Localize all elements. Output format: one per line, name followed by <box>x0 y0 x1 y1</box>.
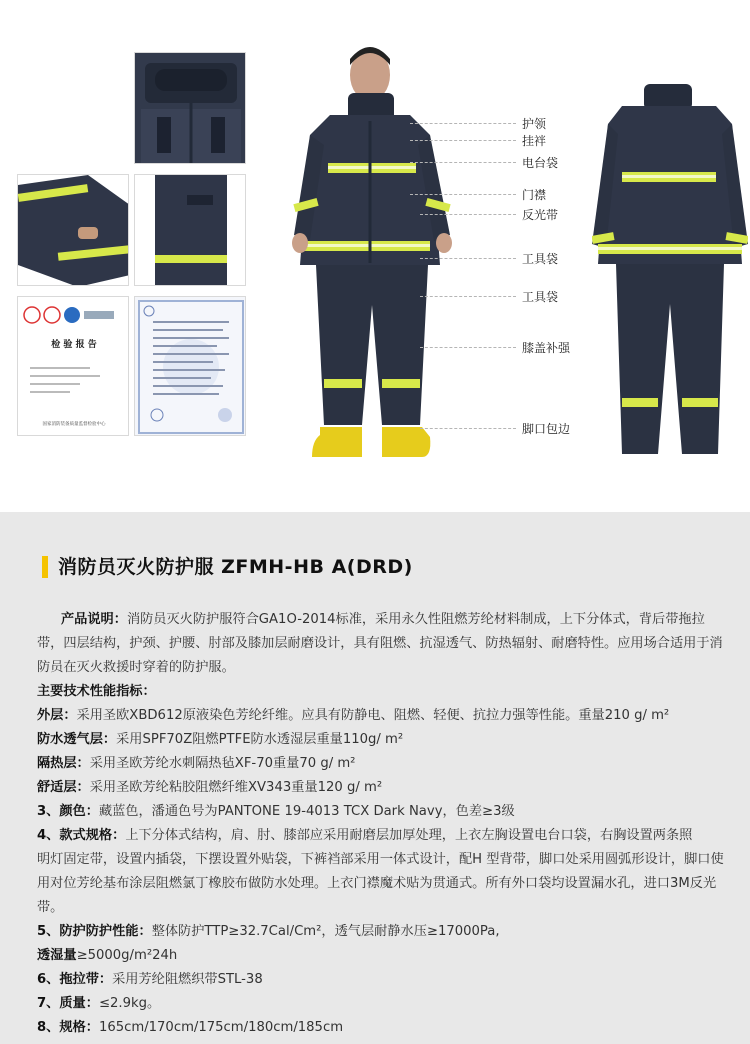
callout-line <box>410 194 516 195</box>
callout-line <box>420 258 516 259</box>
front-view-suit-illustration <box>290 35 470 465</box>
callout-line <box>420 214 516 215</box>
product-photo-area <box>0 0 750 512</box>
spec-style-line-1 <box>37 824 717 848</box>
sleeve-detail-photo <box>17 174 129 286</box>
layer-label: 防水透气层： <box>37 732 117 747</box>
callout-line <box>420 296 516 297</box>
product-spec-text <box>37 608 724 1040</box>
spec-label: 透湿量 <box>37 948 77 963</box>
spec-color <box>37 800 717 824</box>
layer-text: 采用圣欧XBD612原液染色芳纶纤维。应具有防静电、阻燃、轻便、抗拉力强等性能。重量210 g/ m² <box>76 708 670 723</box>
spec-drag-strap <box>37 968 717 992</box>
spec-label: 3、颜色： <box>37 804 99 819</box>
callout-hanging-loop: 挂袢 <box>522 134 547 148</box>
spec-label: 8、规格： <box>37 1020 99 1035</box>
spec-protection <box>37 920 717 944</box>
product-description-panel <box>0 512 750 1044</box>
callout-tool-pocket: 工具袋 <box>522 252 559 266</box>
back-view-suit-illustration <box>592 84 748 464</box>
spec-size <box>37 1016 717 1040</box>
title-accent-bar <box>42 556 48 578</box>
spec-label: 4、款式规格： <box>37 828 126 843</box>
spec-label: 7、质量： <box>37 996 99 1011</box>
report-org: 国家消防装备质量监督检验中心 <box>42 422 106 427</box>
spec-style-line-3: 用对位芳纶基布涂层阻燃氯丁橡胶布做防水处理。上衣门襟魔术贴为贯通式。所有外口袋均设置漏水孔，进口3M反光 <box>37 876 717 891</box>
report-heading: 检 验 报 告 <box>51 340 97 350</box>
spec-heading-text: 主要技术性能指标： <box>37 684 156 699</box>
collar-detail-photo <box>134 52 246 164</box>
layer-label: 外层： <box>37 708 77 723</box>
callout-radio-pocket: 电台袋 <box>522 156 559 170</box>
spec-text: ≤2.9kg。 <box>98 996 161 1011</box>
callout-line <box>420 428 516 429</box>
callout-knee-reinforcement: 膝盖补强 <box>522 341 571 355</box>
layer-label: 舒适层： <box>37 780 90 795</box>
spec-style-line-4: 带。 <box>37 900 64 915</box>
spec-moisture <box>37 944 717 968</box>
callout-line <box>410 140 516 141</box>
desc-label: 产品说明： <box>61 612 127 627</box>
layer-text: 采用圣欧芳纶水刺隔热毡XF-70重量70 g/ m² <box>89 756 356 771</box>
callout-line <box>420 347 516 348</box>
certificate-photo <box>134 296 246 436</box>
callout-tool-pocket: 工具袋 <box>522 290 559 304</box>
layer-text: 采用圣欧芳纶粘胶阻燃纤维XV343重量120 g/ m² <box>89 780 383 795</box>
desc-text: 消防员灭火防护服符合GA1O-2014标准，采用永久性阻燃芳纶材料制成，上下分体式，背后带拖拉 <box>126 612 705 627</box>
spec-style-line-2: 明灯固定带，设置内插袋，下摆设置外贴袋，下裤裆部采用一体式设计，配H 型背带，脚口处采用圆弧形设计，脚口使 <box>37 852 724 867</box>
layer-waterproof <box>37 728 717 752</box>
callout-collar: 护领 <box>522 117 547 131</box>
spec-text: 采用芳纶阻燃织带STL-38 <box>112 972 263 987</box>
callout-line <box>410 123 516 124</box>
spec-heading <box>37 680 717 704</box>
callout-cuff-binding: 脚口包边 <box>522 422 571 436</box>
spec-text: ≥5000g/m²24h <box>76 948 178 963</box>
spec-text: 藏蓝色，潘通色号为PANTONE 19-4013 TCX Dark Navy，色差≥3级 <box>98 804 515 819</box>
desc-line-3: 防员在灭火救援时穿着的防护服。 <box>37 660 235 675</box>
layer-label: 隔热层： <box>37 756 90 771</box>
spec-text: 整体防护TTP≥32.7Cal/Cm²，透气层耐静水压≥17000Pa, <box>151 924 500 939</box>
hem-detail-photo <box>134 174 246 286</box>
spec-text: 上下分体式结构，肩、肘、膝部应采用耐磨层加厚处理，上衣左胸设置电台口袋，右胸设置两条照 <box>125 828 693 843</box>
layer-thermal <box>37 752 717 776</box>
spec-label: 5、防护防护性能： <box>37 924 152 939</box>
spec-weight <box>37 992 717 1016</box>
product-title: 消防员灭火防护服 ZFMH-HB A(DRD) <box>58 556 413 578</box>
spec-text: 165cm/170cm/175cm/180cm/185cm <box>98 1020 344 1035</box>
spec-label: 6、拖拉带： <box>37 972 113 987</box>
layer-text: 采用SPF70Z阻燃PTFE防水透湿层重量110g/ m² <box>116 732 404 747</box>
desc-line-2: 带，四层结构，护颈、护腰、肘部及膝加层耐磨设计，具有阻燃、抗湿透气、防热辐射、耐磨特性。应用场合适用于消 <box>37 636 723 651</box>
inspection-report-photo <box>17 296 129 436</box>
layer-comfort <box>37 776 717 800</box>
callout-placket: 门襟 <box>522 188 547 202</box>
callout-line <box>410 162 516 163</box>
callout-reflective-tape: 反光带 <box>522 208 559 222</box>
desc-line-1 <box>37 608 717 632</box>
layer-outer <box>37 704 717 728</box>
